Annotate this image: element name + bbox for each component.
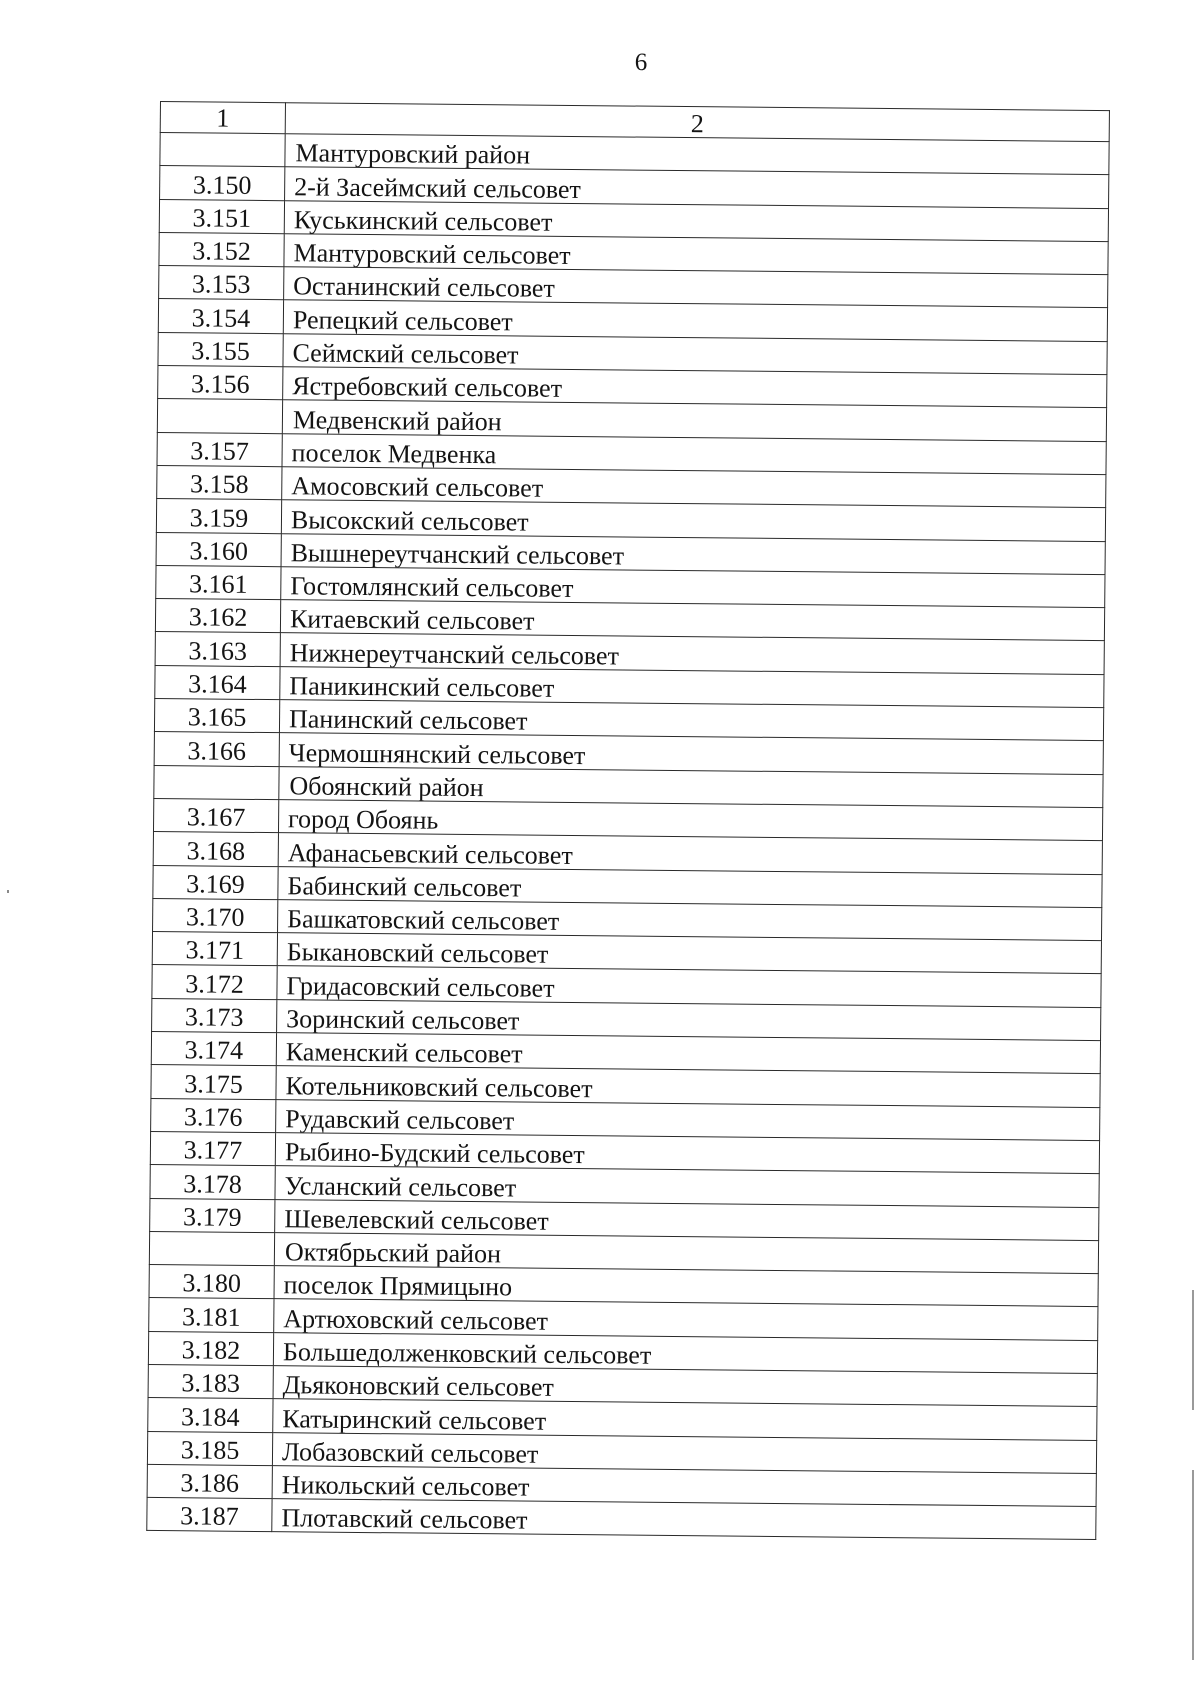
row-number-cell: 3.178 xyxy=(150,1165,275,1199)
header-cell-number: 1 xyxy=(160,102,285,134)
municipality-name-cell: Рыбино-Будский сельсовет xyxy=(275,1133,1099,1174)
row-number-cell: 3.151 xyxy=(159,199,284,233)
municipality-name-cell: Китаевский сельсовет xyxy=(280,600,1104,641)
row-number-cell: 3.172 xyxy=(152,965,277,999)
municipality-name-cell: Большедолженковский сельсовет xyxy=(273,1332,1097,1373)
row-number-cell: 3.158 xyxy=(157,465,282,499)
header-cell-name: 2 xyxy=(285,103,1109,142)
row-number-cell: 3.181 xyxy=(149,1298,274,1332)
row-number-cell xyxy=(149,1231,274,1265)
municipality-name-cell: Высокский сельсовет xyxy=(281,500,1105,541)
row-number-cell: 3.184 xyxy=(148,1398,273,1432)
municipality-name-cell: Рудавский сельсовет xyxy=(276,1099,1100,1140)
municipality-name-cell: Чермошнянский сельсовет xyxy=(279,733,1103,774)
municipality-name-cell: Останинский сельсовет xyxy=(284,267,1108,308)
row-number-cell: 3.182 xyxy=(148,1331,273,1365)
row-number-cell: 3.173 xyxy=(152,998,277,1032)
municipality-name-cell: Никольский сельсовет xyxy=(272,1466,1096,1507)
row-number-cell: 3.163 xyxy=(155,632,280,666)
municipality-name-cell: Башкатовский сельсовет xyxy=(278,899,1102,940)
municipality-name-cell: Репецкий сельсовет xyxy=(283,300,1107,341)
page-number: 6 xyxy=(634,49,648,76)
row-number-cell xyxy=(157,399,282,433)
scan-margin-mark xyxy=(1192,1470,1194,1660)
municipality-name-cell: Шевелевский сельсовет xyxy=(275,1199,1099,1240)
row-number-cell: 3.180 xyxy=(149,1265,274,1299)
municipality-name-cell: Панинский сельсовет xyxy=(279,700,1103,741)
municipality-name-cell: Лобазовский сельсовет xyxy=(272,1432,1096,1473)
municipality-table xyxy=(146,101,1110,1541)
municipality-name-cell: город Обоянь xyxy=(278,800,1102,841)
row-number-cell: 3.177 xyxy=(150,1131,275,1165)
row-number-cell: 3.166 xyxy=(154,732,279,766)
row-number-cell: 3.167 xyxy=(153,798,278,832)
municipality-name-cell: Котельниковский сельсовет xyxy=(276,1066,1100,1107)
municipality-name-cell: Катыринский сельсовет xyxy=(273,1399,1097,1440)
row-number-cell: 3.169 xyxy=(153,865,278,899)
municipality-name-cell: Бабинский сельсовет xyxy=(278,866,1102,907)
row-number-cell: 3.165 xyxy=(154,699,279,733)
row-number-cell: 3.171 xyxy=(152,932,277,966)
municipality-name-cell: Гридасовский сельсовет xyxy=(277,966,1101,1007)
municipality-name-cell: Куськинский сельсовет xyxy=(284,200,1108,241)
row-number-cell: 3.164 xyxy=(155,665,280,699)
row-number-cell: 3.176 xyxy=(151,1098,276,1132)
municipality-name-cell: Ястребовский сельсовет xyxy=(283,367,1107,408)
row-number-cell: 3.183 xyxy=(148,1364,273,1398)
row-number-cell: 3.168 xyxy=(153,832,278,866)
row-number-cell: 3.153 xyxy=(159,266,284,300)
row-number-cell xyxy=(160,133,285,167)
municipality-name-cell: Плотавский сельсовет xyxy=(272,1499,1096,1540)
municipality-name-cell: Быкановский сельсовет xyxy=(277,933,1101,974)
district-name-cell: Октябрьский район xyxy=(274,1232,1098,1273)
row-number-cell: 3.174 xyxy=(151,1031,276,1065)
row-number-cell xyxy=(154,765,279,799)
municipality-name-cell: Афанасьевский сельсовет xyxy=(278,833,1102,874)
row-number-cell: 3.155 xyxy=(158,332,283,366)
row-number-cell: 3.170 xyxy=(153,898,278,932)
municipality-name-cell: Амосовский сельсовет xyxy=(282,467,1106,508)
municipality-name-cell: поселок Прямицыно xyxy=(274,1266,1098,1307)
municipality-name-cell: Сеймский сельсовет xyxy=(283,333,1107,374)
municipality-name-cell: Артюховский сельсовет xyxy=(274,1299,1098,1340)
district-name-cell: Мантуровский район xyxy=(285,134,1109,175)
municipality-name-cell: Гостомлянский сельсовет xyxy=(281,567,1105,608)
municipality-name-cell: Мантуровский сельсовет xyxy=(284,234,1108,275)
row-number-cell: 3.187 xyxy=(147,1498,272,1532)
row-number-cell: 3.179 xyxy=(150,1198,275,1232)
scan-margin-mark xyxy=(1192,1290,1194,1410)
municipality-name-cell: Паникинский сельсовет xyxy=(280,666,1104,707)
municipality-name-cell: Дьяконовский сельсовет xyxy=(273,1366,1097,1407)
row-number-cell: 3.150 xyxy=(160,166,285,200)
district-name-cell: Обоянский район xyxy=(279,766,1103,807)
row-number-cell: 3.156 xyxy=(158,366,283,400)
table-body xyxy=(147,102,1110,1541)
district-name-cell: Медвенский район xyxy=(282,400,1106,441)
row-number-cell: 3.152 xyxy=(159,232,284,266)
row-number-cell: 3.157 xyxy=(157,432,282,466)
scan-margin-dot xyxy=(7,890,9,893)
municipality-name-cell: Каменский сельсовет xyxy=(276,1033,1100,1074)
row-number-cell: 3.161 xyxy=(156,565,281,599)
municipality-name-cell: Нижнереутчанский сельсовет xyxy=(280,633,1104,674)
municipality-name-cell: 2-й Засеймский сельсовет xyxy=(285,167,1109,208)
municipality-name-cell: Вышнереутчанский сельсовет xyxy=(281,533,1105,574)
row-number-cell: 3.160 xyxy=(156,532,281,566)
row-number-cell: 3.159 xyxy=(156,499,281,533)
row-number-cell: 3.185 xyxy=(147,1431,272,1465)
municipality-name-cell: Усланский сельсовет xyxy=(275,1166,1099,1207)
municipality-name-cell: Зоринский сельсовет xyxy=(277,999,1101,1040)
row-number-cell: 3.162 xyxy=(155,599,280,633)
row-number-cell: 3.186 xyxy=(147,1464,272,1498)
municipality-name-cell: поселок Медвенка xyxy=(282,433,1106,474)
row-number-cell: 3.154 xyxy=(158,299,283,333)
row-number-cell: 3.175 xyxy=(151,1065,276,1099)
